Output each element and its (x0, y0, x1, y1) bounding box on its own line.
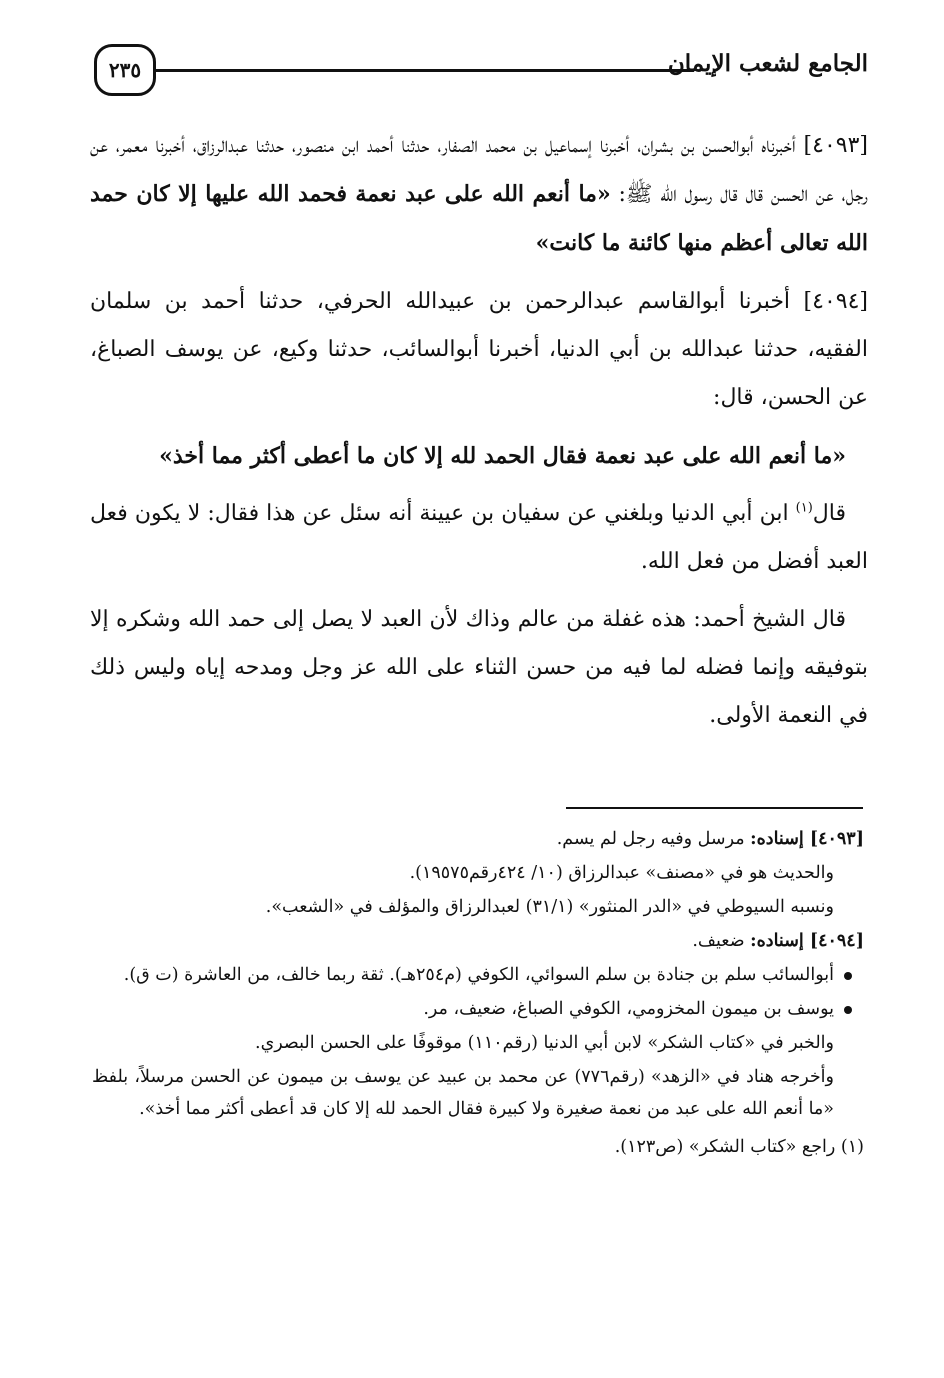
footnote-4094-label: [٤٠٩٤] إسناده: (750, 931, 864, 951)
bullet-icon (844, 1006, 852, 1014)
footnote-4094-bullet-1 (92, 959, 864, 991)
qala-word: قال (812, 501, 846, 526)
hadith-4094-matn: «ما أنعم الله على عبد نعمة فقال الحمد لله إلا كان ما أعطى أكثر مما أخذ» (159, 443, 846, 469)
footnote-ref-1: (١) (795, 500, 813, 516)
footnote-4093-line-2: والحديث هو في «مصنف» عبدالرزاق (١٠/ ٤٢٤رقم١٩٥٧٥). (409, 863, 834, 883)
shaykh-ahmad-comment: قال الشيخ أحمد: هذه غفلة من عالم وذاك لأن العبد لا يصل إلى حمد الله وشكره إلا بتوفيقه وإنما فضله لما فيه من حسن الثناء على الله عز وجل ومدحه إياه وليس ذلك في النعمة الأولى. (90, 607, 868, 728)
footnote-4093-text: مرسل وفيه رجل لم يسم. (556, 829, 751, 849)
footnote-separator (566, 807, 863, 809)
hadith-4093-isnad: [٤٠٩٣] أخبرناه أبوالحسن بن بشران، أخبرنا إسماعيل بن محمد الصفار، حدثنا أحمد ابن منصور، حدثنا عبدالرزاق، أخبرنا معمر، عن رجل، عن الحسن قال قال رسول الله ﷺ: (90, 133, 869, 207)
bullet-1-text: أبوالسائب سلم بن جنادة بن سلم السوائي، الكوفي (م٢٥٤هـ). ثقة ربما خالف، من العاشرة (ت ق). (123, 965, 834, 985)
footnote-4094-bullet-2 (92, 993, 864, 1025)
bullet-icon (844, 972, 852, 980)
ibn-abi-dunya-text: ابن أبي الدنيا وبلغني عن سفيان بن عيينة أنه سئل عن هذا فقال: لا يكون فعل العبد أفضل من فعل الله. (90, 501, 868, 574)
footnote-4094-line-4: والخبر في «كتاب الشكر» لابن أبي الدنيا (رقم١١٠) موقوفًا على الحسن البصري. (255, 1033, 834, 1053)
footnote-4094-text: ضعيف. (692, 931, 751, 951)
footnote-4094 (92, 925, 864, 957)
page-header (94, 44, 868, 102)
footnote-4093 (92, 823, 864, 855)
footnote-4093-label: [٤٠٩٣] إسناده: (750, 829, 864, 849)
hadith-4093 (90, 122, 868, 268)
footnotes (92, 823, 864, 1165)
footnote-4093-line-3: ونسبه السيوطي في «الدر المنثور» (٣١/١) لعبدالرزاق والمؤلف في «الشعب». (265, 897, 834, 917)
hadith-4094: [٤٠٩٤] أخبرنا أبوالقاسم عبدالرحمن بن عبيدالله الحرفي، حدثنا أحمد بن سلمان الفقيه، حدثنا عبدالله بن أبي الدنيا، أخبرنا أبوالسائب، حدثنا وكيع، عن يوسف الصباغ، عن الحسن، قال: (90, 289, 868, 410)
header-rule (156, 69, 694, 72)
footnote-4094-line-5: وأخرجه هناد في «الزهد» (رقم٧٧٦) عن محمد بن عبيد عن يوسف بن ميمون عن الحسن مرسلاً، بلفظ «ما أنعم الله على عبد من نعمة صغيرة ولا كبيرة فقال الحمد لله إلا كان قد أعطى أكثر مما أخذ». (92, 1067, 834, 1119)
bullet-2-text: يوسف بن ميمون المخزومي، الكوفي الصباغ، ضعيف، مر. (423, 999, 834, 1019)
footnote-1: (١) راجع «كتاب الشكر» (ص١٢٣). (614, 1137, 864, 1157)
hadith-4093-matn: «ما أنعم الله على عبد نعمة فحمد الله عليها إلا كان حمد الله تعالى أعظم منها كائنة ما كانت» (90, 181, 868, 256)
ibn-abi-dunya-note (90, 490, 868, 586)
main-text (90, 122, 868, 750)
page-number: ٢٣٥ (94, 44, 156, 96)
running-title: الجامع لشعب الإيمان (667, 50, 868, 77)
